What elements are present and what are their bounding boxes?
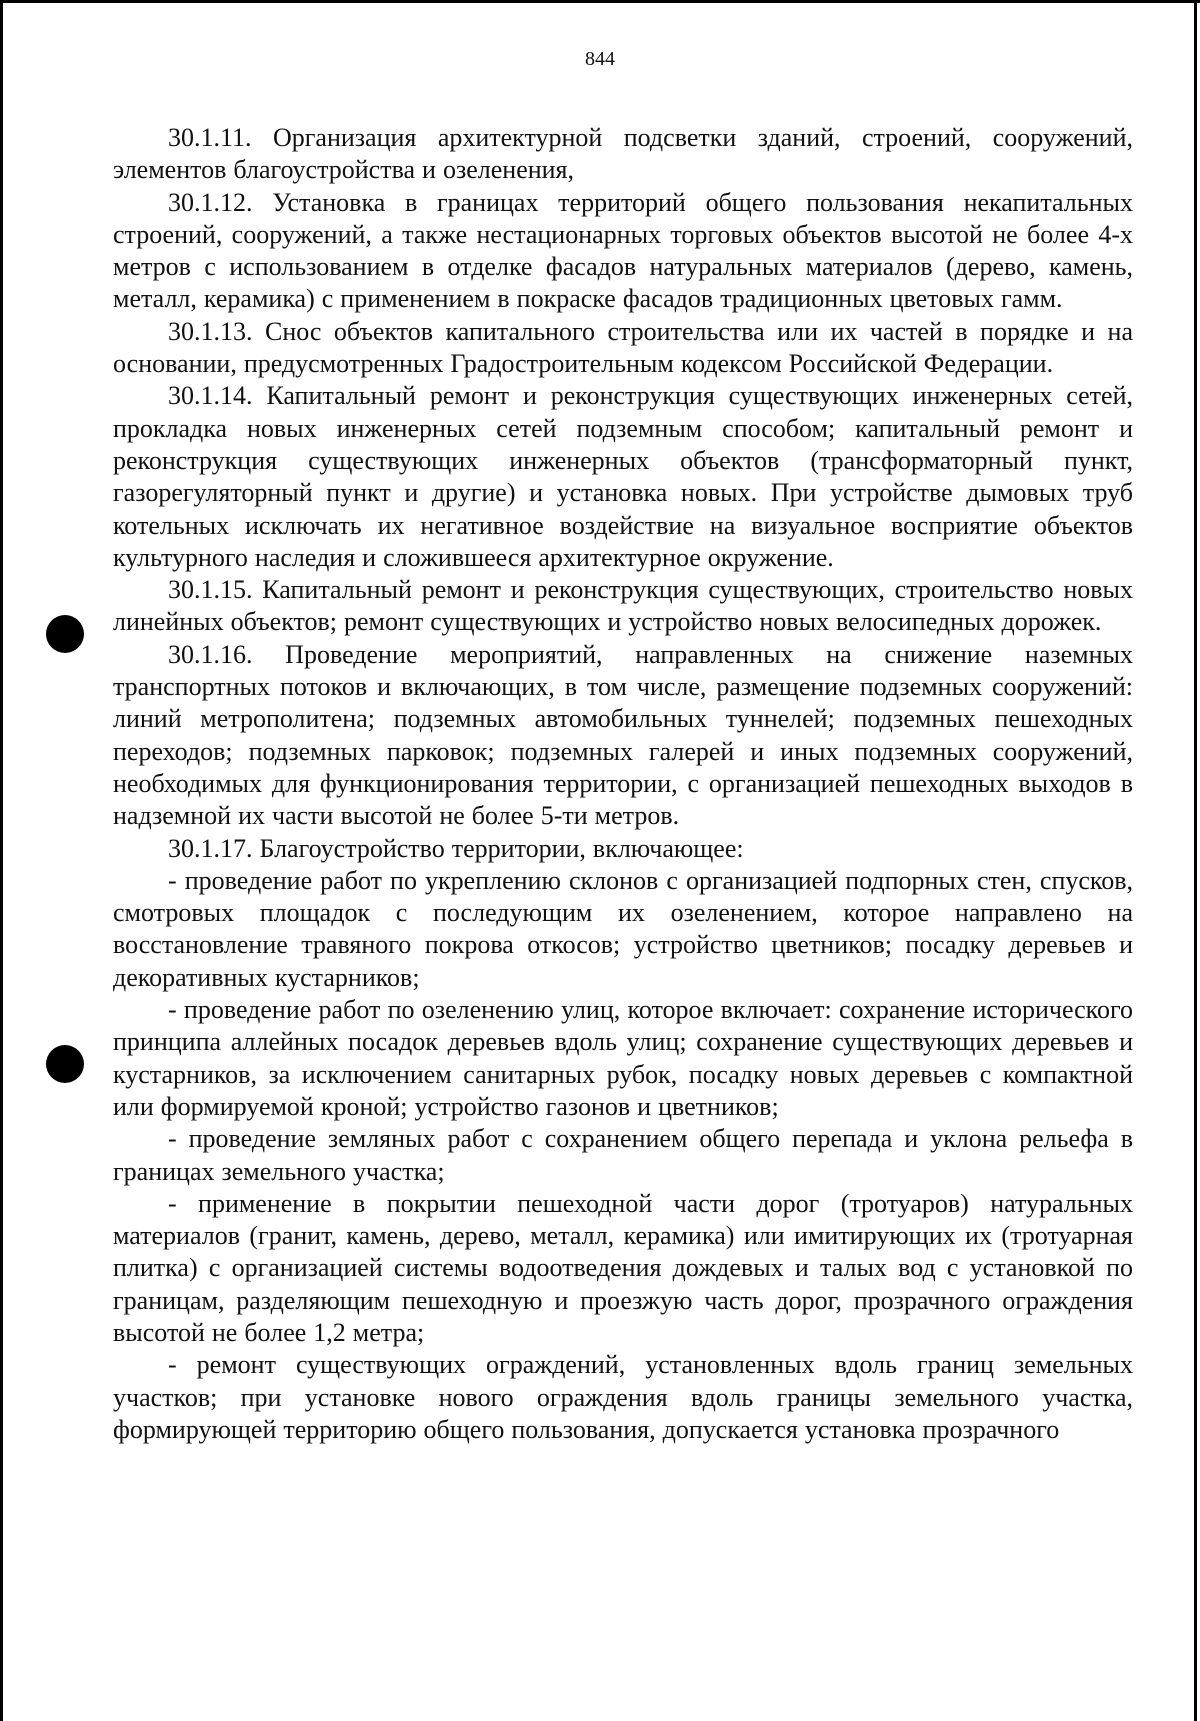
list-item-fencing: - ремонт существующих ограждений, установленных вдоль границ земельных участков; при установке нового ограждения вдоль границы земельного участка, формирующей территорию общего пользования, допускается установка прозрачного bbox=[113, 1350, 1133, 1444]
paragraph-30-1-16: 30.1.16. Проведение мероприятий, направленных на снижение наземных транспортных потоков и включающих, в том числе, размещение подземных сооружений: линий метрополитена; подземных автомобильных туннелей; подземных пешеходных переходов; подземных парковок; подземных галерей и иных подземных сооружений, необходимых для функционирования территории, с организацией пешеходных выходов в надземной их части высотой не более 5-ти метров. bbox=[113, 639, 1133, 831]
paragraph-30-1-14: 30.1.14. Капитальный ремонт и реконструкция существующих инженерных сетей, прокладка новых инженерных сетей подземным способом; капитальный ремонт и реконструкция существующих инженерных объектов (трансформаторный пункт, газорегуляторный пункт и другие) и установка новых. При устройстве дымовых труб котельных исключать их негативное воздействие на визуальное восприятие объектов культурного наследия и сложившееся архитектурное окружение. bbox=[113, 381, 1133, 572]
list-item-earthworks: - проведение земляных работ с сохранением общего перепада и уклона рельефа в границах земельного участка; bbox=[113, 1124, 1133, 1186]
scan-border-top bbox=[0, 0, 1200, 3]
hole-punch-mark bbox=[46, 615, 84, 653]
document-body bbox=[113, 122, 1133, 1446]
scan-border-right bbox=[1194, 0, 1197, 1721]
paragraph-30-1-13: 30.1.13. Снос объектов капитального строительства или их частей в порядке и на основании, предусмотренных Градостроительным кодексом Российской Федерации. bbox=[113, 316, 1133, 379]
list-item-slopes: - проведение работ по укреплению склонов с организацией подпорных стен, спусков, смотровых площадок с последующим их озеленением, которое направлено на восстановление травяного покрова откосов; устройство цветников; посадку деревьев и декоративных кустарников; bbox=[113, 865, 1133, 992]
list-item-paving: - применение в покрытии пешеходной части дорог (тротуаров) натуральных материалов (гранит, камень, дерево, металл, керамика) или имитирующих их (тротуарная плитка) с организацией системы водоотведения дождевых и талых вод с установкой по границам, разделяющим пешеходную и проезжую часть дорог, прозрачного ограждения высотой не более 1,2 метра; bbox=[113, 1188, 1133, 1347]
paragraph-30-1-17: 30.1.17. Благоустройство территории, включающее: bbox=[168, 833, 744, 863]
list-item-greening: - проведение работ по озеленению улиц, которое включает: сохранение исторического принципа аллейных посадок деревьев вдоль улиц; сохранение существующих деревьев и кустарников, за исключением санитарных рубок, посадку новых деревьев с компактной или формируемой кроной; устройство газонов и цветников; bbox=[113, 995, 1133, 1121]
paragraph-30-1-11: 30.1.11. Организация архитектурной подсветки зданий, строений, сооружений, элементов благоустройства и озеленения, bbox=[113, 123, 1133, 185]
paragraph-30-1-12: 30.1.12. Установка в границах территорий общего пользования некапитальных строений, сооружений, а также нестационарных торговых объектов высотой не более 4-х метров с использованием в отделке фасадов натуральных материалов (дерево, камень, металл, керамика) с применением в покраске фасадов традиционных цветовых гамм. bbox=[113, 187, 1133, 314]
hole-punch-mark bbox=[46, 1045, 84, 1083]
page-number: 844 bbox=[585, 48, 615, 70]
paragraph-30-1-15: 30.1.15. Капитальный ремонт и реконструкция существующих, строительство новых линейных объектов; ремонт существующих и устройство новых велосипедных дорожек. bbox=[113, 575, 1133, 637]
scan-border-left bbox=[0, 0, 3, 1721]
